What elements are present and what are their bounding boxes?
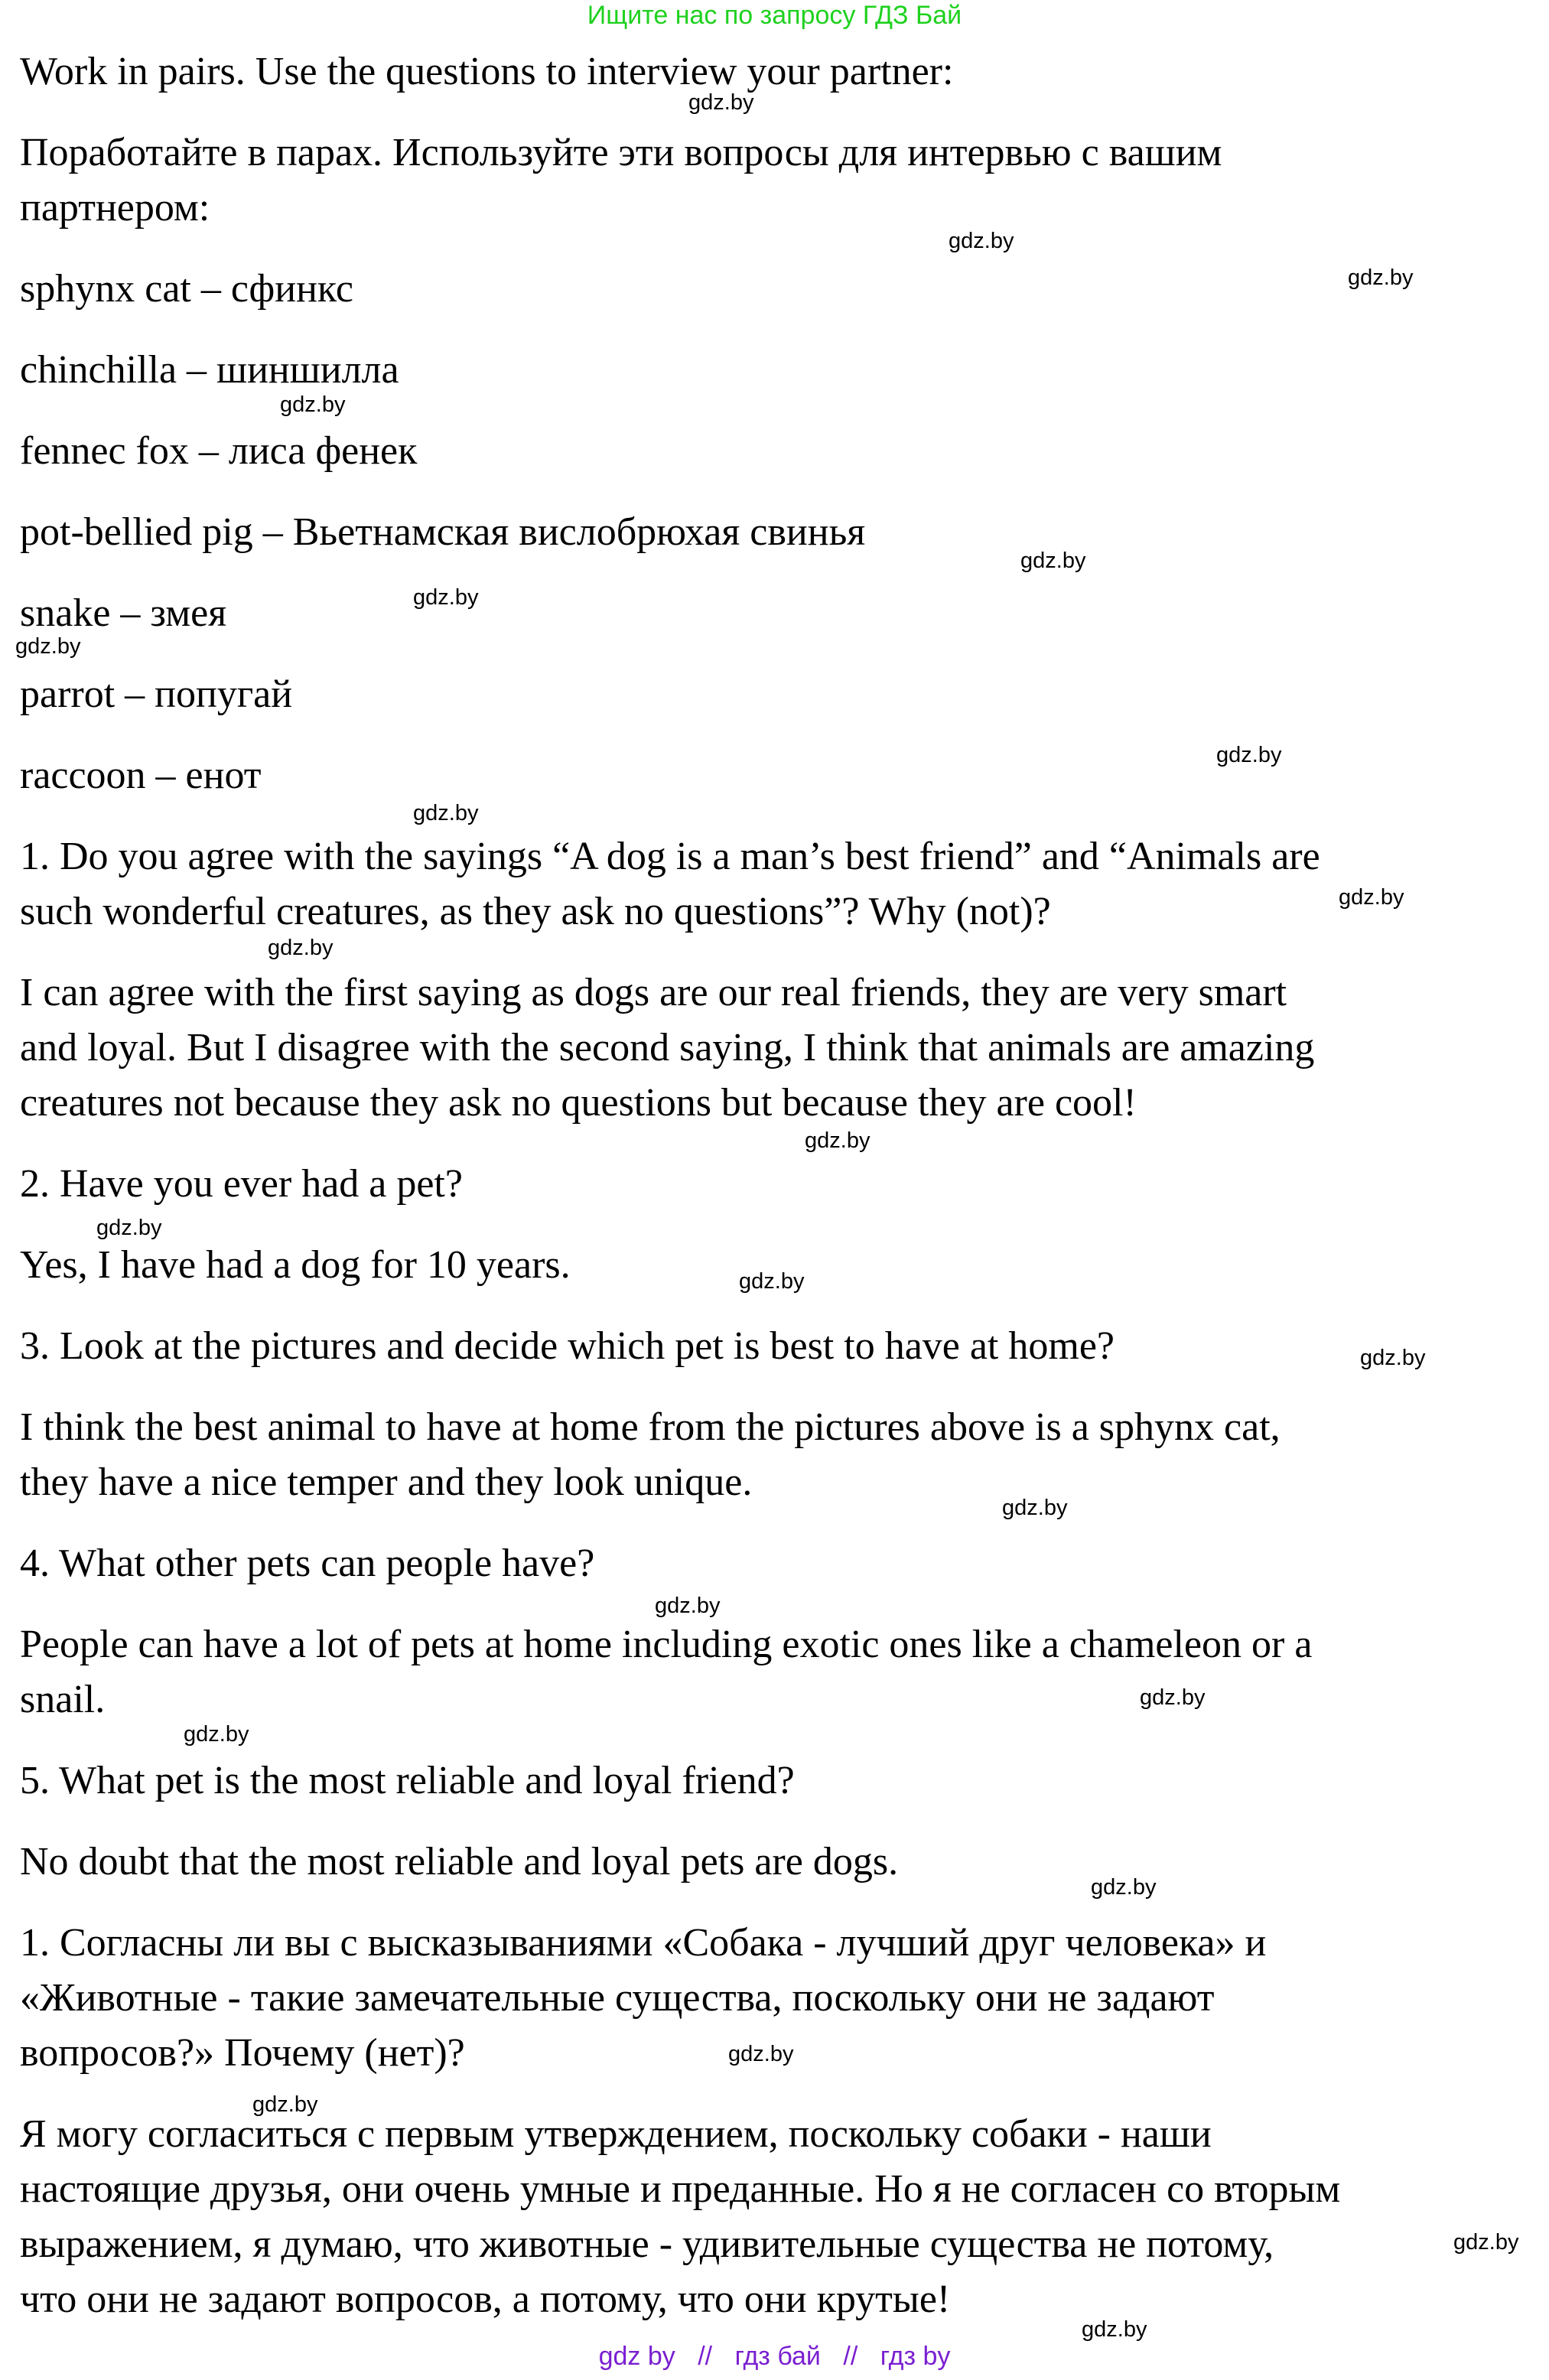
watermark: gdz.by [280, 392, 346, 417]
answer-5: No doubt that the most reliable and loyal pets are dogs. [20, 1840, 899, 1883]
footer-separator: // [698, 2342, 713, 2371]
vocab-item: sphynx cat – сфинкс [20, 267, 353, 311]
watermark: gdz.by [1360, 1346, 1426, 1370]
task-english: Work in pairs. Use the questions to interview your partner: [20, 50, 954, 93]
watermark: gdz.by [728, 2042, 794, 2066]
question-1-ru-line-2: «Животные - такие замечательные существа, поскольку они не задают [20, 1976, 1215, 2020]
task-russian-line-1: Поработайте в парах. Используйте эти вопросы для интервью с вашим [20, 131, 1222, 174]
vocab-item: snake – змея [20, 591, 227, 635]
watermark: gdz.by [413, 585, 479, 610]
question-1-ru-line-3: вопросов?» Почему (нет)? [20, 2031, 465, 2075]
answer-3-line-2: they have a nice temper and they look unique. [20, 1460, 753, 1504]
vocab-item: pot-bellied pig – Вьетнамская вислобрюхая свинья [20, 510, 866, 554]
answer-2: Yes, I have had a dog for 10 years. [20, 1243, 571, 1287]
watermark: gdz.by [268, 936, 334, 960]
answer-1-line-2: and loyal. But I disagree with the second saying, I think that animals are amazing [20, 1026, 1315, 1070]
answer-1-ru-line-3: выражением, я думаю, что животные - удивительные существа не потому, [20, 2222, 1274, 2266]
question-4: 4. What other pets can people have? [20, 1542, 595, 1585]
watermark: gdz.by [655, 1594, 721, 1618]
watermark: gdz.by [96, 1216, 162, 1240]
watermark: gdz.by [739, 1269, 805, 1294]
question-5: 5. What pet is the most reliable and loyal friend? [20, 1759, 795, 1802]
question-1-line-1: 1. Do you agree with the sayings “A dog is a man’s best friend” and “Animals are [20, 835, 1320, 878]
watermark: gdz.by [805, 1128, 870, 1153]
answer-4-line-2: snail. [20, 1678, 106, 1721]
footer-separator: // [843, 2342, 858, 2371]
watermark: gdz.by [1140, 1685, 1206, 1710]
footer-link-gdz-by[interactable]: gdz by [598, 2342, 675, 2371]
watermark: gdz.by [1216, 743, 1282, 767]
answer-1-ru-line-1: Я могу согласиться с первым утверждением, поскольку собаки - наши [20, 2112, 1212, 2156]
answer-3-line-1: I think the best animal to have at home from the pictures above is a sphynx cat, [20, 1405, 1281, 1449]
watermark: gdz.by [1453, 2230, 1519, 2255]
watermark: gdz.by [1082, 2317, 1147, 2342]
question-3: 3. Look at the pictures and decide which pet is best to have at home? [20, 1324, 1115, 1368]
watermark: gdz.by [1091, 1875, 1157, 1900]
search-hint-banner: Ищите нас по запросу ГДЗ Бай [587, 1, 962, 30]
footer-links [0, 2341, 1549, 2372]
answer-1-ru-line-2: настоящие друзья, они очень умные и преданные. Но я не согласен со вторым [20, 2167, 1341, 2211]
watermark: gdz.by [1348, 265, 1414, 290]
question-2: 2. Have you ever had a pet? [20, 1162, 463, 1206]
vocab-item: chinchilla – шиншилла [20, 348, 399, 392]
question-1-line-2: such wonderful creatures, as they ask no questions”? Why (not)? [20, 890, 1051, 933]
answer-1-line-1: I can agree with the first saying as dogs are our real friends, they are very smart [20, 971, 1287, 1014]
watermark: gdz.by [949, 229, 1014, 253]
task-russian-line-2: партнером: [20, 186, 210, 230]
answer-1-line-3: creatures not because they ask no questions but because they are cool! [20, 1081, 1137, 1125]
vocab-item: raccoon – енот [20, 754, 262, 797]
footer-link-gdz-bai[interactable]: гдз бай [734, 2342, 821, 2371]
watermark: gdz.by [413, 801, 479, 825]
watermark: gdz.by [184, 1722, 249, 1747]
answer-4-line-1: People can have a lot of pets at home including exotic ones like a chameleon or a [20, 1623, 1313, 1666]
watermark: gdz.by [1020, 549, 1086, 573]
watermark: gdz.by [688, 90, 754, 115]
footer-link-gdz-by-ru[interactable]: гдз by [880, 2342, 951, 2371]
vocab-item: fennec fox – лиса фенек [20, 429, 418, 473]
watermark: gdz.by [15, 634, 81, 659]
watermark: gdz.by [1002, 1496, 1068, 1520]
vocab-item: parrot – попугай [20, 672, 293, 716]
answer-1-ru-line-4: что они не задают вопросов, а потому, что они крутые! [20, 2277, 951, 2321]
question-1-ru-line-1: 1. Согласны ли вы с высказываниями «Собака - лучший друг человека» и [20, 1921, 1267, 1965]
watermark: gdz.by [252, 2092, 318, 2117]
watermark: gdz.by [1339, 885, 1404, 910]
